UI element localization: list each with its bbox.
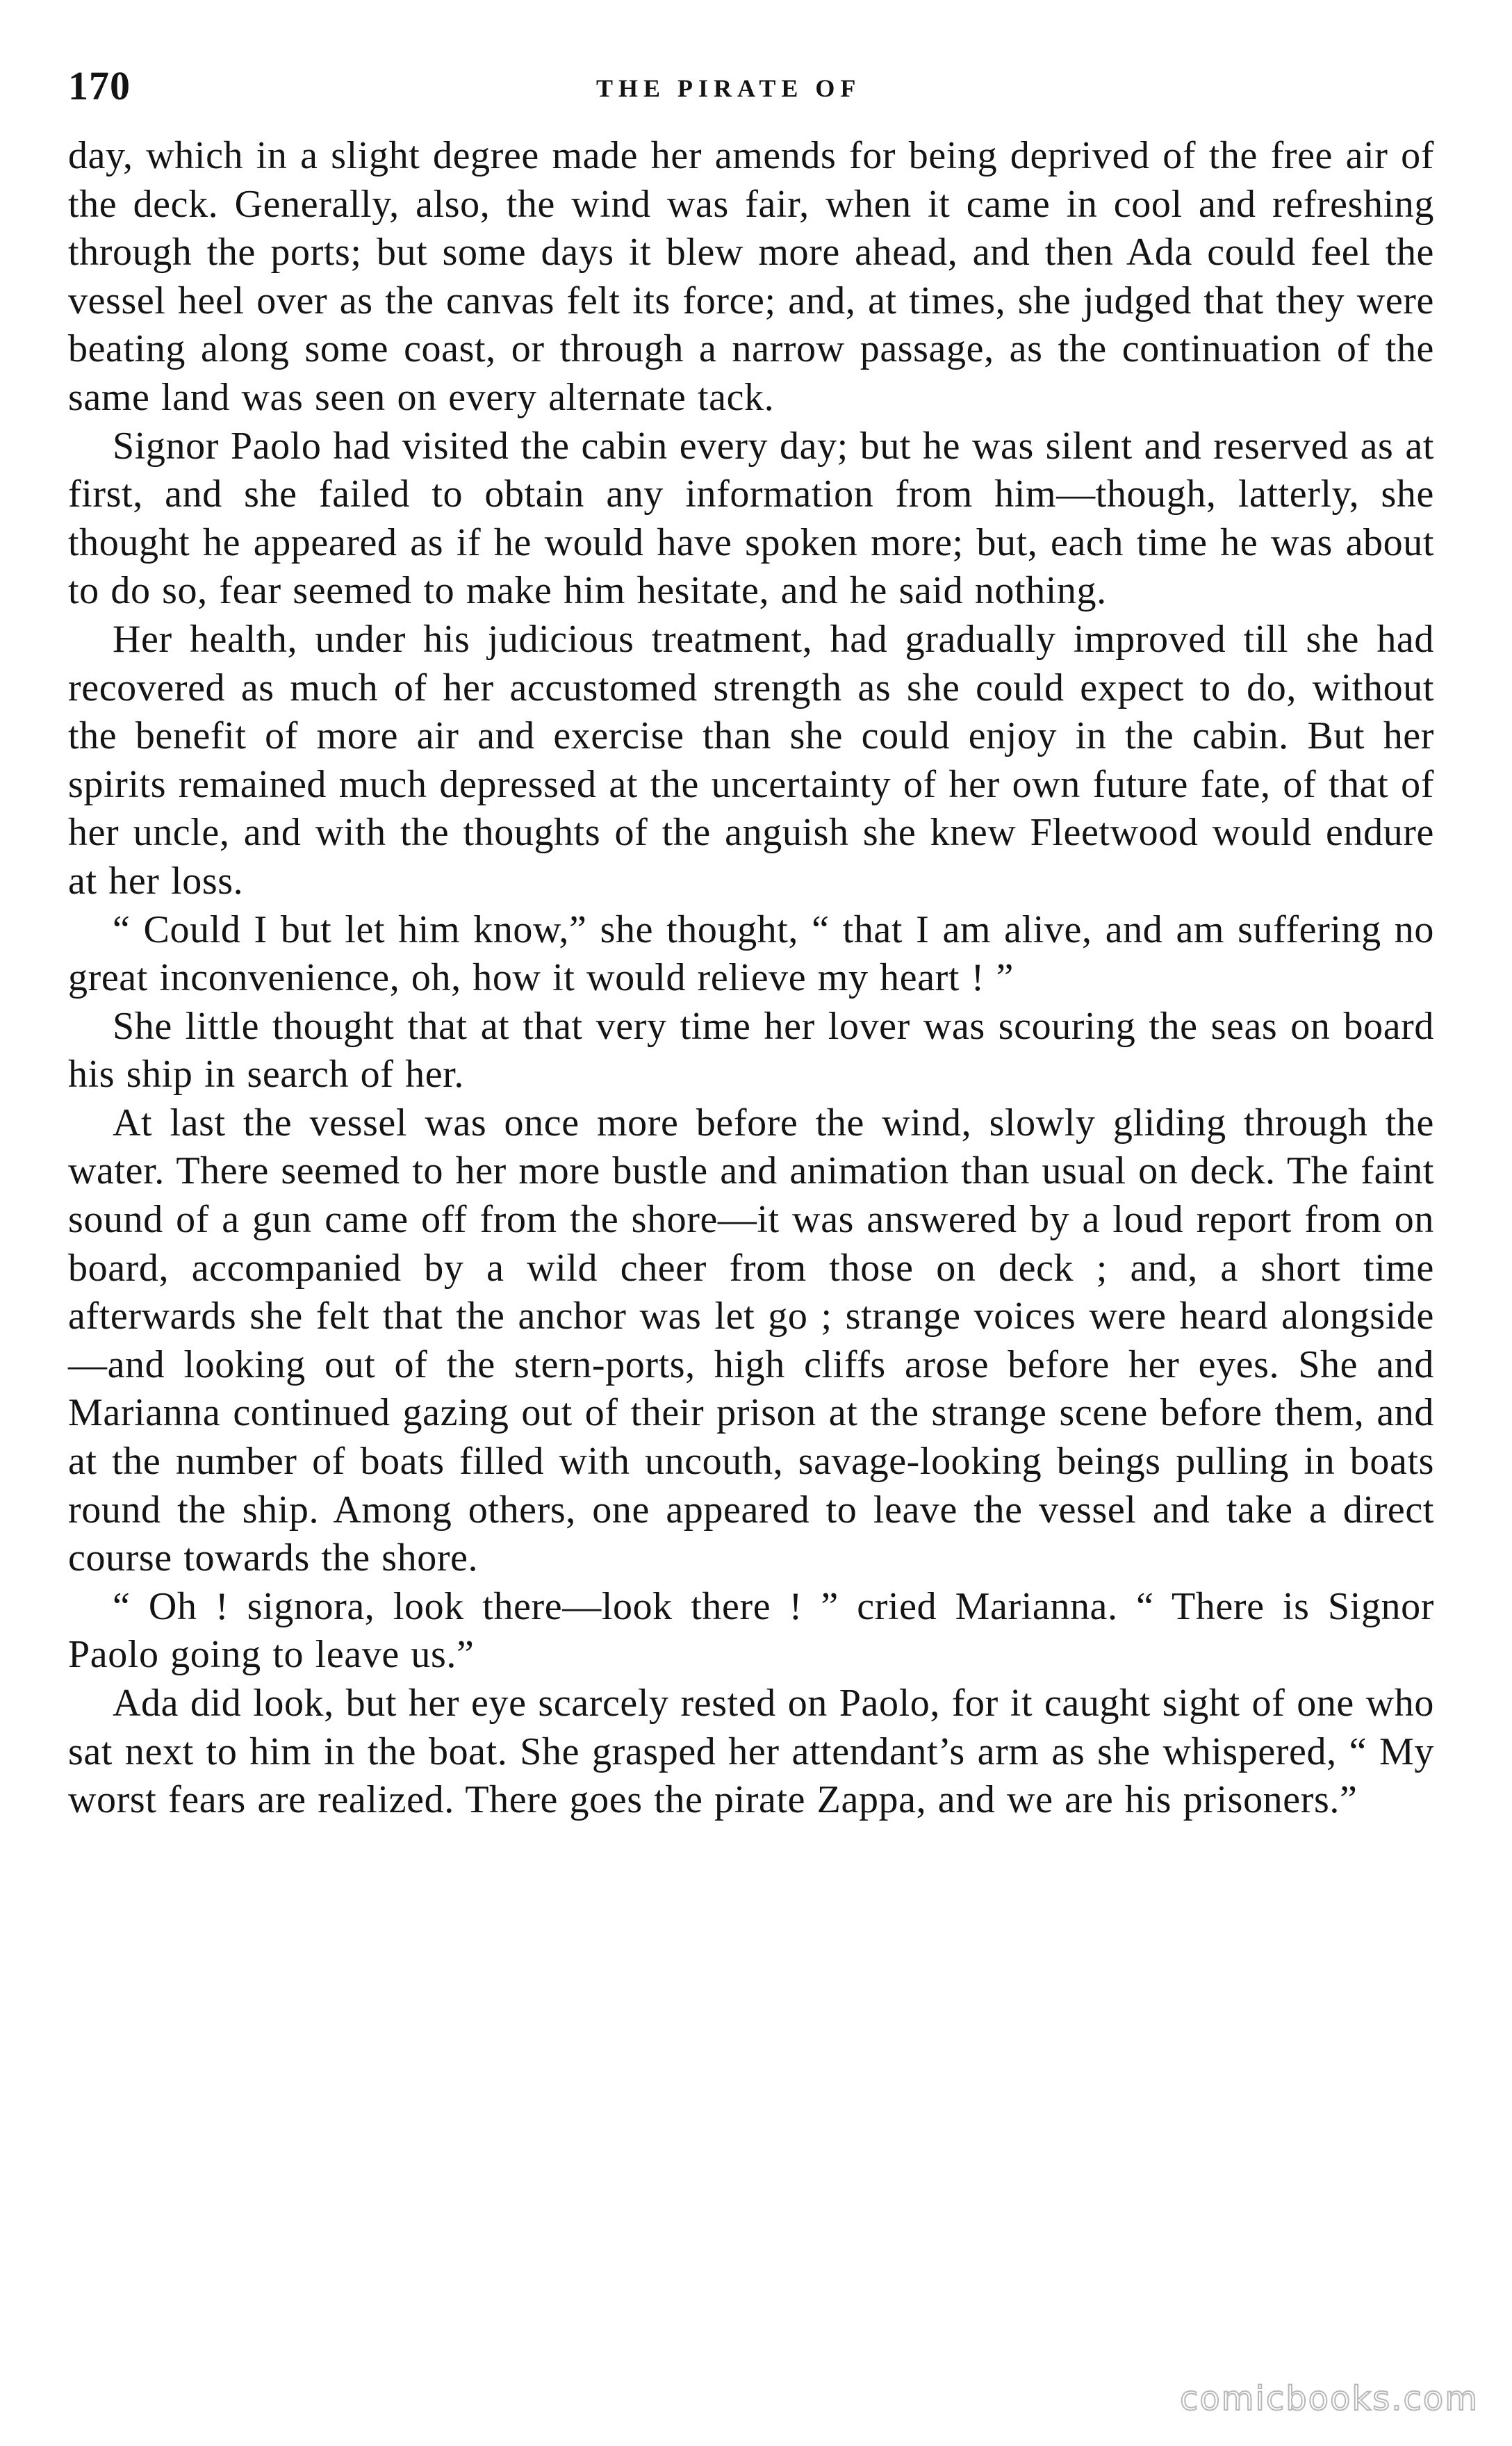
body-text xyxy=(68,132,1434,1825)
running-head xyxy=(68,49,1434,132)
watermark: comicbooks.com xyxy=(1179,2379,1479,2418)
paragraph: day, which in a slight degree made her amends for being deprived of the free air of the deck. Generally, also, the wind was fair, when it came in cool and refreshing through the ports; but some days it blew more ahead, and then Ada could feel the vessel heel over as the canvas felt its force; and, at times, she judged that they were beating along some coast, or through a narrow passage, as the continuation of the same land was seen on every alternate tack. xyxy=(68,134,1434,419)
paragraph: “ Oh ! signora, look there—look there ! ” cried Marianna. “ There is Signor Paolo going to leave us.” xyxy=(68,1584,1434,1677)
book-page xyxy=(68,49,1434,2397)
page-number: 170 xyxy=(68,63,131,108)
paragraph: Her health, under his judicious treatment, had gradually improved till she had recovered as much of her accustomed strength as she could expect to do, without the benefit of more air and exercise than she could enjoy in the cabin. But her spirits remained much depressed at the uncertainty of her own future fate, of that of her uncle, and with the thoughts of the anguish she knew Fleetwood would endure at her loss. xyxy=(68,617,1434,903)
paragraph: Ada did look, but her eye scarcely rested on Paolo, for it caught sight of one who sat next to him in the boat. She grasped her attendant’s arm as she whispered, “ My worst fears are realized. There goes the pirate Zappa, and we are his prisoners.” xyxy=(68,1682,1434,1822)
paragraph: She little thought that at that very time her lover was scouring the seas on board his ship in search of her. xyxy=(68,1004,1434,1097)
paragraph: At last the vessel was once more before the wind, slowly gliding through the water. There seemed to her more bustle and animation than usual on deck. The faint sound of a gun came off from the shore—it was answered by a loud report from on board, accompanied by a wild cheer from those on deck ; and, a short time afterwards she felt that the anchor was let go ; strange voices were heard alongside—and looking out of the stern-ports, high cliffs arose before her eyes. She and Marianna continued gazing out of their prison at the strange scene before them, and at the number of boats filled with uncouth, savage-looking beings pulling in boats round the ship. Among others, one appeared to leave the vessel and take a direct course towards the shore. xyxy=(68,1101,1434,1580)
paragraph: “ Could I but let him know,” she thought, “ that I am alive, and am suffering no great inconvenience, oh, how it would relieve my heart ! ” xyxy=(68,908,1434,1000)
paragraph: Signor Paolo had visited the cabin every day; but he was silent and reserved as at first, and she failed to obtain any information from him—though, latterly, she thought he appeared as if he would have spoken more; but, each time he was about to do so, fear seemed to make him hesitate, and he said nothing. xyxy=(68,424,1434,613)
running-title: THE PIRATE OF xyxy=(596,74,862,102)
